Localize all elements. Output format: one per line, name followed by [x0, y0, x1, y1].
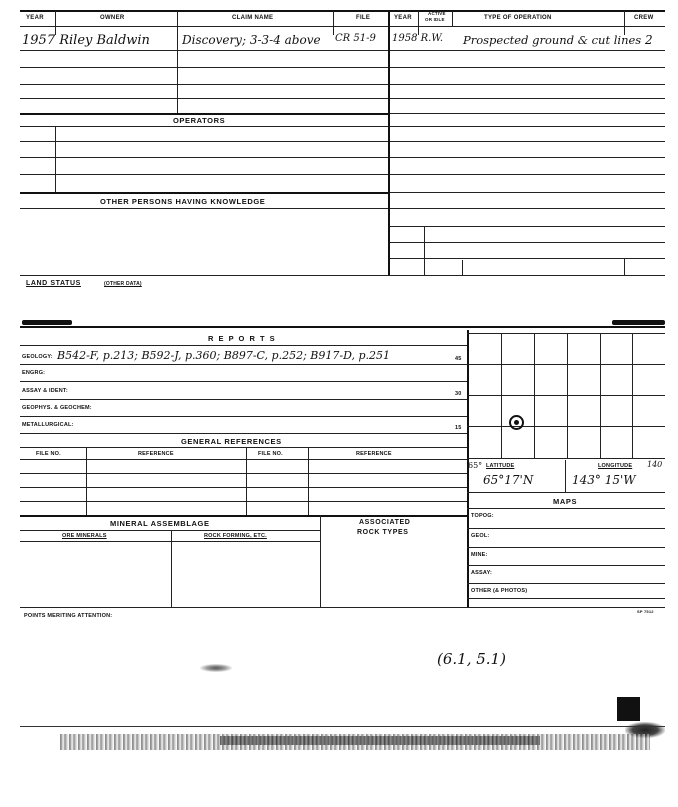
lon-suffix: 140 [647, 460, 663, 469]
col-divider [624, 11, 625, 35]
col-divider [55, 11, 56, 35]
gr-header-reference: REFERENCE [138, 451, 174, 457]
grid-rule [467, 333, 665, 334]
row-rule [20, 126, 388, 127]
entry-type-of-operation: Prospected ground & cut lines [463, 33, 642, 47]
mineral-col-divider [320, 515, 321, 607]
rock-forming-header: ROCK FORMING, ETC. [204, 533, 267, 539]
operators-top-rule [20, 113, 388, 115]
reports-rule [20, 364, 467, 365]
gr-rule [20, 487, 467, 488]
reports-rule [20, 399, 467, 400]
maps-rule [467, 547, 665, 548]
report-geology-label: GEOLOGY: [22, 354, 53, 360]
mineral-rule [20, 541, 320, 542]
grid-rule [467, 364, 665, 365]
latitude-value: 65°17'N [483, 473, 534, 487]
mineral-top-rule [20, 515, 467, 517]
top-border [20, 10, 665, 12]
maps-rule [467, 508, 665, 509]
other-persons-title: OTHER PERSONS HAVING KNOWLEDGE [100, 197, 266, 206]
maps-other-label: OTHER (& PHOTOS) [471, 588, 528, 594]
gr-col-divider [86, 447, 87, 515]
right-row-rule [390, 67, 665, 68]
row-rule [20, 174, 388, 175]
scan-noise-band [220, 736, 540, 745]
associated-label-1: ASSOCIATED [359, 519, 411, 526]
land-status-sub: (OTHER DATA) [104, 281, 142, 287]
land-status-title: LAND STATUS [26, 280, 81, 287]
other-persons-top-rule [20, 192, 388, 194]
maps-rule [467, 598, 665, 599]
row-rule [20, 208, 388, 209]
reports-rule [20, 345, 467, 346]
grid-rule [467, 395, 665, 396]
punch-mark [612, 320, 665, 325]
header-year: YEAR [26, 15, 44, 21]
coordinate-note: (6.1, 5.1) [437, 650, 506, 668]
grid-rule [467, 458, 665, 459]
gr-col-divider [246, 447, 247, 515]
col-divider [418, 11, 419, 35]
mineral-rule [20, 530, 320, 531]
maps-mine-label: MINE: [471, 552, 488, 558]
right-row-rule [390, 84, 665, 85]
latlon-divider [565, 460, 566, 492]
grid-rule [467, 426, 665, 427]
report-scale-45: 45 [455, 356, 462, 362]
right-row-rule [390, 242, 665, 243]
header-or-idle: OR IDLE [425, 17, 445, 22]
gr-rule [20, 459, 467, 460]
right-row-rule [390, 174, 665, 175]
col-divider [55, 126, 56, 192]
maps-topog-label: TOPOG: [471, 513, 494, 519]
land-status-top-rule [20, 275, 665, 276]
report-metallurgical-label: METALLURGICAL: [22, 422, 74, 428]
col-divider [452, 11, 453, 26]
right-row-rule [390, 208, 665, 209]
gr-col-divider [308, 447, 309, 515]
header-bottom-rule [20, 26, 665, 27]
gr-header-file-no-2: FILE NO. [258, 451, 283, 457]
col-divider [333, 11, 334, 35]
latlon-rule [467, 492, 665, 493]
reports-title: R E P O R T S [208, 334, 277, 343]
gr-rule [20, 501, 467, 502]
report-geology-value: B542-F, p.213; B592-J, p.360; B897-C, p.252; B917-D, p.251 [57, 349, 391, 362]
scan-edge-line [20, 726, 665, 727]
row-rule [20, 157, 388, 158]
row-rule [20, 141, 388, 142]
maps-rule [467, 583, 665, 584]
reports-top-rule [20, 326, 665, 328]
header-crew: CREW [634, 15, 654, 21]
right-row-rule [390, 113, 665, 114]
form-number: SP 7512 [637, 609, 654, 614]
header-type-of-operation: TYPE OF OPERATION [484, 15, 552, 21]
right-row-rule [390, 226, 665, 227]
gr-rule [20, 447, 467, 448]
maps-rule [467, 528, 665, 529]
right-row-rule [390, 157, 665, 158]
header-owner: OWNER [100, 15, 125, 21]
general-references-title: GENERAL REFERENCES [181, 437, 282, 446]
entry-claim-name: Discovery; 3-3-4 above [182, 33, 321, 47]
operators-title: OPERATORS [173, 116, 226, 125]
row-rule [20, 98, 388, 99]
longitude-value: 143° 15'W [572, 473, 636, 487]
maps-geol-label: GEOL: [471, 533, 490, 539]
right-row-rule [390, 98, 665, 99]
punch-mark [22, 320, 72, 325]
gr-rule [20, 473, 467, 474]
report-scale-30: 30 [455, 391, 462, 397]
row-rule [20, 50, 388, 51]
right-row-rule [390, 192, 665, 193]
scan-black-block [617, 697, 640, 721]
latitude-label: LATITUDE [486, 463, 515, 469]
row-rule [20, 84, 388, 85]
right-col-divider [462, 260, 463, 275]
right-col-divider [624, 258, 625, 275]
header-year-2: YEAR [394, 15, 412, 21]
maps-rule [467, 565, 665, 566]
gr-header-file-no: FILE NO. [36, 451, 61, 457]
ore-minerals-header: ORE MINERALS [62, 533, 107, 539]
maps-assay-label: ASSAY: [471, 570, 493, 576]
mineral-col-divider [171, 530, 172, 607]
lat-prefix: 65° [468, 461, 483, 470]
points-meriting-label: POINTS MERITING ATTENTION: [24, 613, 113, 619]
right-row-rule [390, 141, 665, 142]
report-geophys-label: GEOPHYS. & GEOCHEM: [22, 405, 92, 411]
gr-header-reference-2: REFERENCE [356, 451, 392, 457]
report-scale-15: 15 [455, 425, 462, 431]
right-row-rule [390, 126, 665, 127]
entry-year-owner: 1957 Riley Baldwin [22, 33, 150, 48]
mineral-title: MINERAL ASSEMBLAGE [110, 519, 210, 528]
right-col-divider [424, 226, 425, 275]
report-assay-label: ASSAY & IDENT: [22, 388, 68, 394]
entry-year-operator: 1958 R.W. [392, 33, 444, 44]
report-engrg-label: ENGRG: [22, 370, 46, 376]
header-active: ACTIVE [428, 11, 446, 16]
location-marker-icon [509, 415, 524, 430]
longitude-label: LONGITUDE [598, 463, 633, 469]
right-row-rule [390, 50, 665, 51]
entry-crew: 2 [645, 33, 653, 47]
header-file: FILE [356, 15, 371, 21]
reports-rule [20, 381, 467, 382]
scan-smudge [200, 664, 232, 672]
row-rule [20, 67, 388, 68]
reports-rule [20, 416, 467, 417]
reports-rule [20, 433, 467, 434]
maps-title: MAPS [553, 497, 578, 506]
associated-label-2: ROCK TYPES [357, 529, 409, 536]
entry-file: CR 51-9 [335, 33, 376, 44]
bottom-form-rule [20, 607, 665, 608]
col-divider [177, 11, 178, 115]
header-claim-name: CLAIM NAME [232, 15, 274, 21]
